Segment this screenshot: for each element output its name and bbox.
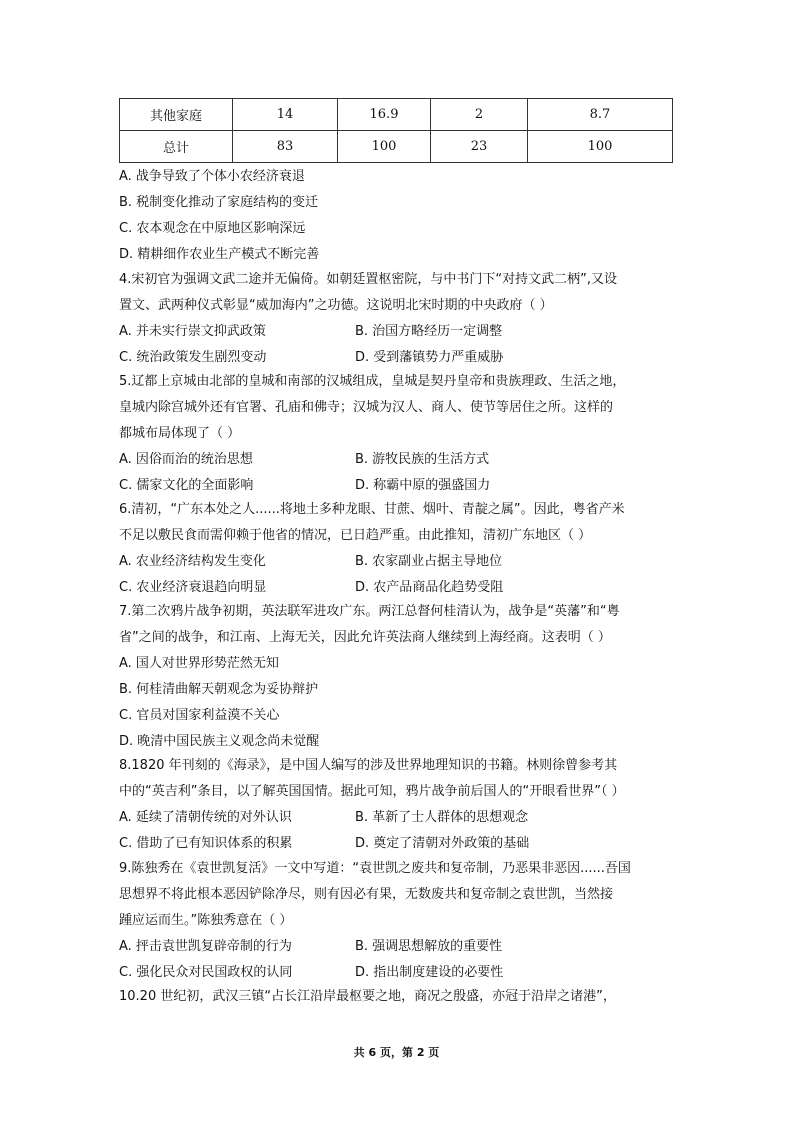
option-c[interactable]: C. 统治政策发生剧烈变动 xyxy=(119,350,267,365)
option-c[interactable]: C. 农业经济衰退趋向明显 xyxy=(119,580,267,595)
question-stem: 6.清初，“广东本处之人......将地土多种龙眼、甘蔗、烟叶、青靛之属”。因此，粤省产米 xyxy=(119,502,625,517)
option-a[interactable]: A. 抨击袁世凯复辟帝制的行为 xyxy=(119,939,292,954)
options-row xyxy=(119,831,679,857)
table-cell: 14 xyxy=(233,99,338,131)
table-cell: 2 xyxy=(431,99,528,131)
question-8 xyxy=(119,753,679,857)
option-b[interactable]: B. 强调思想解放的重要性 xyxy=(355,939,503,954)
table-cell: 100 xyxy=(528,131,673,163)
page-footer: 共 6 页，第 2 页 xyxy=(353,1046,440,1059)
option-c[interactable]: C. 强化民众对民国政权的认同 xyxy=(119,965,293,980)
table-cell: 23 xyxy=(431,131,528,163)
option-c[interactable]: C. 儒家文化的全面影响 xyxy=(119,478,254,493)
question-stem: 4.宋初官为强调文武二途并无偏倚。如朝廷置枢密院，与中书门下“对持文武二柄”,又设 xyxy=(119,272,618,287)
table-cell: 83 xyxy=(233,131,338,163)
option-b[interactable]: B. 治国方略经历一定调整 xyxy=(355,324,503,339)
options-row xyxy=(119,805,679,831)
option-b[interactable]: B. 游牧民族的生活方式 xyxy=(355,452,490,467)
table-cell: 其他家庭 xyxy=(120,99,233,131)
table-row xyxy=(120,99,673,131)
option-d[interactable]: D. 指出制度建设的必要性 xyxy=(355,965,504,980)
option-b[interactable]: B. 税制变化推动了家庭结构的变迁 xyxy=(119,195,319,210)
question-9 xyxy=(119,856,679,986)
option-c[interactable]: C. 官员对国家利益漠不关心 xyxy=(119,708,280,723)
question-stem: 都城布局体现了（ ） xyxy=(119,426,241,441)
question-stem: 不足以敷民食而需仰赖于他省的情况，已日趋严重。由此推知，清初广东地区（ ） xyxy=(119,528,592,543)
question-stem: 8.1820 年刊刻的《海录》，是中国人编写的涉及世界地理知识的书籍。林则徐曾参考其 xyxy=(119,758,618,773)
question-stem: 皇城内除宫城外还有官署、孔庙和佛寺；汉城为汉人、商人、使节等居住之所。这样的 xyxy=(119,400,614,415)
question-stem: 置文、武两种仪式彰显“威加海内”之功德。这说明北宋时期的中央政府（ ） xyxy=(119,298,553,313)
table-cell: 100 xyxy=(338,131,431,163)
table-cell: 8.7 xyxy=(528,99,673,131)
option-d[interactable]: D. 受到藩镇势力严重威胁 xyxy=(355,350,504,365)
option-d[interactable]: D. 农产品商品化趋势受阻 xyxy=(355,580,504,595)
question-stem: 中的“英吉利”条目，以了解英国国情。据此可知，鸦片战争前后国人的“开眼看世界”（ ） xyxy=(119,784,625,799)
question-stem: 踵应运而生。”陈独秀意在（ ） xyxy=(119,913,293,928)
question-stem: 9.陈独秀在《袁世凯复活》一文中写道：“袁世凯之废共和复帝制，乃恶果非恶因......吾国 xyxy=(119,861,631,876)
options-row xyxy=(119,345,679,371)
question-6 xyxy=(119,497,679,601)
option-a[interactable]: A. 延续了清朝传统的对外认识 xyxy=(119,810,292,825)
question-3-options xyxy=(119,164,679,268)
options-row xyxy=(119,447,679,473)
option-d[interactable]: D. 奠定了清朝对外政策的基础 xyxy=(355,836,530,851)
question-7 xyxy=(119,599,679,755)
question-stem: 思想界不将此根本恶因铲除净尽，则有因必有果，无数废共和复帝制之袁世凯，当然接 xyxy=(119,887,614,902)
question-stem: 10.20 世纪初，武汉三镇“占长江沿岸最枢要之地，商况之殷盛，亦冠于沿岸之诸港”， xyxy=(119,989,616,1004)
options-row xyxy=(119,575,679,601)
option-d[interactable]: D. 称霸中原的强盛国力 xyxy=(355,478,491,493)
table-cell: 总计 xyxy=(120,131,233,163)
option-a[interactable]: A. 国人对世界形势茫然无知 xyxy=(119,656,279,671)
option-c[interactable]: C. 借助了已有知识体系的积累 xyxy=(119,836,293,851)
option-d[interactable]: D. 晚清中国民族主义观念尚未觉醒 xyxy=(119,734,320,749)
option-a[interactable]: A. 农业经济结构发生变化 xyxy=(119,554,266,569)
option-d[interactable]: D. 精耕细作农业生产模式不断完善 xyxy=(119,247,320,262)
table-cell: 16.9 xyxy=(338,99,431,131)
option-b[interactable]: B. 农家副业占据主导地位 xyxy=(355,554,503,569)
options-row xyxy=(119,934,679,960)
option-a[interactable]: A. 并未实行崇文抑武政策 xyxy=(119,324,266,339)
question-4 xyxy=(119,267,679,371)
option-c[interactable]: C. 农本观念在中原地区影响深远 xyxy=(119,221,306,236)
family-table xyxy=(119,98,673,163)
option-b[interactable]: B. 革新了士人群体的思想观念 xyxy=(355,810,529,825)
question-stem: 省”之间的战争，和江南、上海无关，因此允许英法商人继续到上海经商。这表明（ ） xyxy=(119,630,611,645)
table-row xyxy=(120,131,673,163)
options-row xyxy=(119,960,679,986)
question-stem: 5.辽都上京城由北部的皇城和南部的汉城组成，皇城是契丹皇帝和贵族理政、生活之地， xyxy=(119,374,626,389)
question-stem: 7.第二次鸦片战争初期，英法联军进攻广东。两江总督何桂清认为，战争是“英藩”和“粤 xyxy=(119,604,620,619)
option-a[interactable]: A. 因俗而治的统治思想 xyxy=(119,452,253,467)
options-row xyxy=(119,319,679,345)
options-row xyxy=(119,473,679,499)
question-5 xyxy=(119,369,679,499)
options-row xyxy=(119,549,679,575)
question-10 xyxy=(119,984,679,1010)
option-a[interactable]: A. 战争导致了个体小农经济衰退 xyxy=(119,169,305,184)
option-b[interactable]: B. 何桂清曲解天朝观念为妥协辩护 xyxy=(119,682,319,697)
